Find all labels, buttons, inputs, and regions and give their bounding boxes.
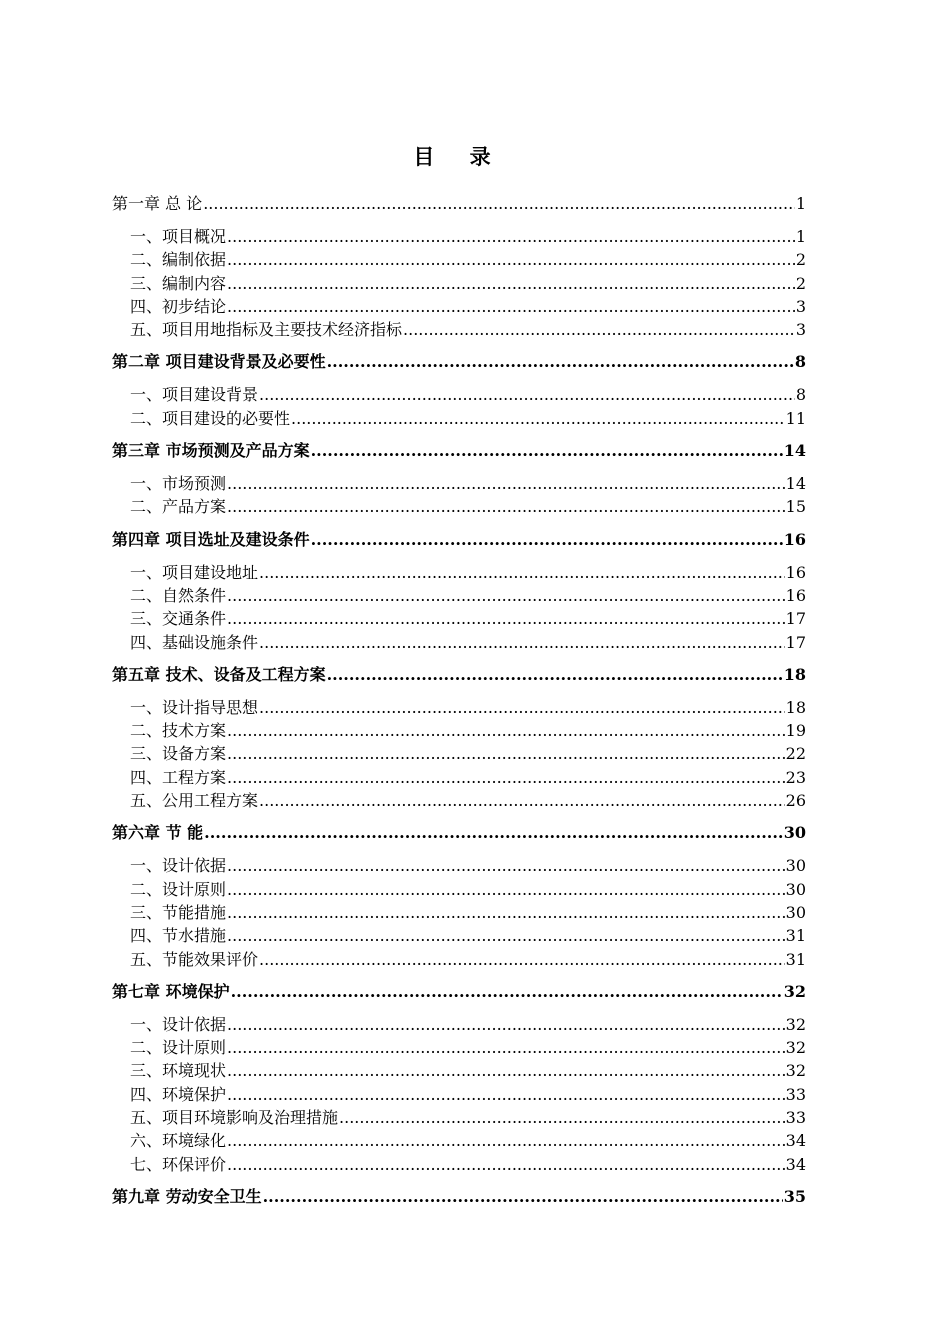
toc-dot-leader [227,1153,785,1176]
toc-page-number: 1 [795,227,806,246]
toc-dot-leader [227,854,785,877]
toc-chapter-entry[interactable] [112,350,806,374]
toc-entry-label: 二、编制依据 [130,250,227,270]
toc-section-entry[interactable] [112,561,806,584]
toc-entry-label: 三、设备方案 [130,744,227,764]
toc-dot-leader [403,318,795,341]
toc-page-number: 34 [785,1131,806,1151]
toc-section-entry[interactable] [112,383,806,406]
toc-dot-leader [227,272,795,295]
toc-dot-leader [227,1059,785,1082]
toc-entry-label: 六、环境绿化 [130,1131,227,1151]
toc-page-number: 19 [785,721,806,741]
toc-dot-leader [259,789,785,812]
toc-dot-leader [227,878,785,901]
toc-page-number: 32 [785,1061,806,1081]
toc-entry-label: 二、项目建设的必要性 [130,408,291,428]
toc-entry-label: 二、设计原则 [130,879,227,899]
toc-entry-label: 二、技术方案 [130,721,227,741]
toc-entry-label: 四、工程方案 [130,767,227,787]
toc-dot-leader [227,1036,785,1059]
toc-entry-label: 三、编制内容 [130,273,227,293]
toc-chapter-entry[interactable] [112,663,806,687]
toc-section-entry[interactable] [112,1013,806,1036]
toc-entry-label: 第三章 市场预测及产品方案 [112,441,310,461]
toc-dot-leader [227,295,795,318]
toc-entry-label: 五、节能效果评价 [130,949,259,969]
toc-section-entry[interactable] [112,948,806,971]
toc-page-number: 30 [785,902,806,922]
toc-page-number: 14 [785,474,806,494]
toc-page-number: 35 [783,1186,806,1206]
toc-dot-leader [227,225,795,248]
toc-section-entry[interactable] [112,1153,806,1176]
toc-section-entry[interactable] [112,696,806,719]
toc-page-number: 32 [785,1038,806,1058]
toc-section-entry[interactable] [112,407,806,430]
toc-entry-label: 二、设计原则 [130,1038,227,1058]
toc-page-number: 17 [785,632,806,652]
toc-page-number: 16 [785,585,806,605]
toc-section-entry[interactable] [112,1106,806,1129]
toc-entry-label: 四、初步结论 [130,296,227,316]
toc-section-entry[interactable] [112,878,806,901]
toc-entry-label: 四、基础设施条件 [130,632,259,652]
toc-page-number: 3 [795,320,806,340]
toc-dot-leader [227,766,785,789]
toc-entry-label: 二、产品方案 [130,497,227,517]
toc-dot-leader [227,901,785,924]
toc-entry-label: 一、项目建设地址 [130,562,259,582]
toc-section-entry[interactable] [112,1129,806,1152]
toc-page-number: 2 [795,250,806,270]
toc-page-number: 31 [785,926,806,946]
toc-entry-label: 第二章 项目建设背景及必要性 [112,352,326,372]
toc-dot-leader [311,528,783,552]
toc-section-entry[interactable] [112,584,806,607]
toc-entry-label: 七、环保评价 [130,1154,227,1174]
toc-dot-leader [227,584,785,607]
toc-page-number: 18 [785,697,806,717]
toc-page-number: 23 [785,767,806,787]
toc-entry-label: 第四章 项目选址及建设条件 [112,529,310,549]
toc-page-number: 17 [785,609,806,629]
toc-section-entry[interactable] [112,1036,806,1059]
toc-dot-leader [311,439,783,463]
toc-entry-label: 一、项目建设背景 [130,385,259,405]
toc-section-entry[interactable] [112,1059,806,1082]
toc-chapter-entry[interactable] [112,1185,806,1209]
toc-page-number: 34 [785,1154,806,1174]
toc-page-number: 8 [794,352,806,372]
toc-section-entry[interactable] [112,789,806,812]
toc-page-number: 32 [785,1014,806,1034]
toc-section-entry[interactable] [112,272,806,295]
toc-entry-label: 第七章 环境保护 [112,981,230,1001]
toc-entry-label: 一、市场预测 [130,474,227,494]
toc-section-entry[interactable] [112,225,806,248]
toc-dot-leader [231,980,783,1004]
toc-section-entry[interactable] [112,766,806,789]
toc-chapter-entry[interactable] [112,821,806,845]
toc-section-entry[interactable] [112,1083,806,1106]
toc-entry-label: 一、项目概况 [130,227,227,246]
toc-dot-leader [204,821,783,845]
toc-section-entry[interactable] [112,854,806,877]
toc-section-entry[interactable] [112,295,806,318]
toc-chapter-entry[interactable] [112,439,806,463]
toc-page-number: 26 [785,791,806,811]
toc-dot-leader [259,696,785,719]
toc-page-number: 16 [785,562,806,582]
toc-page-number: 30 [785,879,806,899]
toc-entry-label: 第九章 劳动安全卫生 [112,1186,262,1206]
toc-entry-label: 一、设计依据 [130,1014,227,1034]
toc-title: 目 录 [413,144,505,169]
toc-dot-leader [227,495,785,518]
toc-dot-leader [227,719,785,742]
toc-dot-leader [227,248,795,271]
toc-page-number: 18 [783,664,806,684]
toc-section-entry[interactable] [112,924,806,947]
toc-section-entry[interactable] [112,318,806,341]
toc-dot-leader [227,1083,785,1106]
toc-dot-leader [227,742,785,765]
toc-dot-leader [259,383,795,406]
toc-page-number: 3 [795,296,806,316]
toc-section-entry[interactable] [112,607,806,630]
toc-section-entry[interactable] [112,742,806,765]
toc-entry-label: 三、环境现状 [130,1061,227,1081]
toc-section-entry[interactable] [112,631,806,654]
toc-dot-leader [259,561,785,584]
toc-dot-leader [259,631,785,654]
toc-page-number: 30 [783,823,806,843]
toc-section-entry[interactable] [112,472,806,495]
toc-entry-label: 第六章 节 能 [112,823,204,843]
toc-dot-leader [327,350,794,374]
toc-dot-leader [259,948,785,971]
toc-entry-label: 五、公用工程方案 [130,791,259,811]
toc-entry-label: 四、环境保护 [130,1084,227,1104]
toc-dot-leader [227,1129,785,1152]
toc-chapter-entry[interactable] [112,528,806,552]
toc-dot-leader [227,924,785,947]
toc-page-number: 15 [785,497,806,517]
document-page [112,0,806,1344]
toc-page-number: 22 [785,744,806,764]
toc-dot-leader [327,663,783,687]
toc-section-entry[interactable] [112,719,806,742]
toc-page-number: 11 [785,408,806,428]
toc-page-number: 16 [783,529,806,549]
toc-page-number: 32 [783,981,806,1001]
toc-entry-label: 五、项目用地指标及主要技术经济指标 [130,320,403,340]
toc-page-number: 1 [795,194,806,213]
table-of-contents [112,192,806,1209]
toc-dot-leader [227,1013,785,1036]
toc-dot-leader [203,192,795,216]
toc-page-number: 14 [783,441,806,461]
toc-dot-leader [263,1185,783,1209]
toc-section-entry[interactable] [112,495,806,518]
toc-page-number: 33 [785,1084,806,1104]
toc-chapter-entry[interactable] [112,192,806,216]
toc-entry-label: 四、节水措施 [130,926,227,946]
toc-entry-label: 二、自然条件 [130,585,227,605]
toc-section-entry[interactable] [112,248,806,271]
toc-dot-leader [227,607,785,630]
toc-chapter-entry[interactable] [112,980,806,1004]
toc-entry-label: 五、项目环境影响及治理措施 [130,1108,339,1128]
toc-page-number: 2 [795,273,806,293]
toc-entry-label: 三、节能措施 [130,902,227,922]
toc-section-entry[interactable] [112,901,806,924]
toc-dot-leader [227,472,785,495]
toc-dot-leader [291,407,785,430]
toc-page-number: 31 [785,949,806,969]
toc-entry-label: 第五章 技术、设备及工程方案 [112,664,326,684]
toc-entry-label: 三、交通条件 [130,609,227,629]
toc-page-number: 33 [785,1108,806,1128]
toc-dot-leader [339,1106,785,1129]
toc-entry-label: 一、设计指导思想 [130,697,259,717]
toc-entry-label: 第一章 总 论 [112,194,203,213]
toc-page-number: 30 [785,856,806,876]
toc-page-number: 8 [795,385,806,405]
toc-entry-label: 一、设计依据 [130,856,227,876]
